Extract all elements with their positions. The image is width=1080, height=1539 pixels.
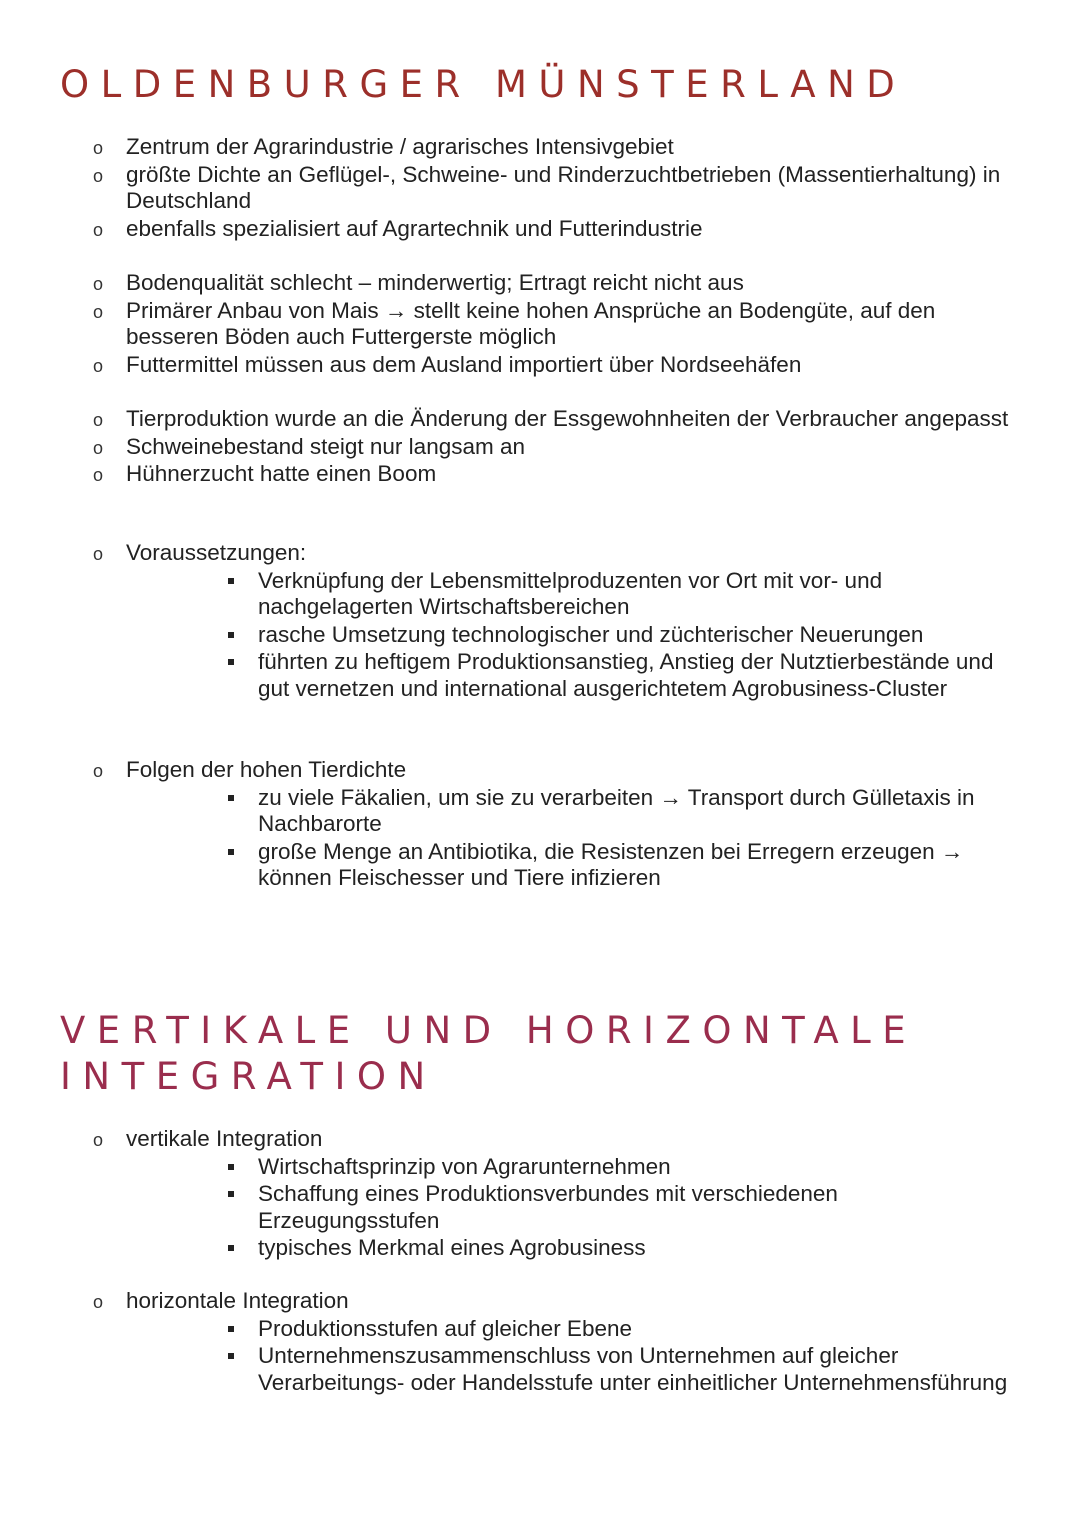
sub-list-item: führten zu heftigem Produktionsanstieg, Anstieg der Nutztierbestände und gut vernetzen und international ausgerichtetem Agrobusiness-Cluster <box>0 649 1080 702</box>
square-bullet-icon <box>228 1191 234 1197</box>
list-item: o Tierproduktion wurde an die Änderung der Essgewohnheiten der Verbraucher angepasst <box>0 406 1080 433</box>
list-item: o Folgen der hohen Tierdichte <box>0 757 1080 784</box>
square-bullet-icon <box>228 1245 234 1251</box>
square-bullet-icon <box>228 578 234 584</box>
list-item: o Futtermittel müssen aus dem Ausland importiert über Nordseehäfen <box>0 352 1080 379</box>
sub-list-item: Produktionsstufen auf gleicher Ebene <box>0 1316 1080 1343</box>
circle-bullet-icon: o <box>93 1130 104 1150</box>
list-item: o ebenfalls spezialisiert auf Agrartechnik und Futterindustrie <box>0 216 1080 243</box>
bullet-group-2 <box>0 270 1080 378</box>
section-title-oldenburger-muensterland: OLDENBURGER MÜNSTERLAND <box>60 63 907 106</box>
circle-bullet-icon: o <box>93 410 104 430</box>
sub-list-item: Unternehmenszusammenschluss von Unternehmen auf gleicher Verarbeitungs- oder Handelsstufe unter einheitlicher Unternehmensführung <box>0 1343 1080 1396</box>
list-item: o Bodenqualität schlecht – minderwertig; Ertragt reicht nicht aus <box>0 270 1080 297</box>
square-bullet-icon <box>228 849 234 855</box>
circle-bullet-icon: o <box>93 355 104 376</box>
circle-bullet-icon: o <box>93 274 104 294</box>
list-item: o Voraussetzungen: <box>0 540 1080 567</box>
list-item: o vertikale Integration <box>0 1126 1080 1153</box>
section-title-integration: VERTIKALE UND HORIZONTALE INTEGRATION <box>60 1009 918 1098</box>
list-item: o Primärer Anbau von Mais → stellt keine hohen Ansprüche an Bodengüte, auf den besseren Böden auch Futtergerste möglich <box>93 297 936 349</box>
sub-list <box>0 785 1080 892</box>
sub-list <box>0 568 1080 703</box>
sub-list-item: zu viele Fäkalien, um sie zu verarbeiten → Transport durch Gülletaxis in Nachbarorte <box>0 785 1080 838</box>
sub-list-item: typisches Merkmal eines Agrobusiness <box>0 1235 1080 1262</box>
list-item: o größte Dichte an Geflügel-, Schweine- und Rinderzuchtbetrieben (Massentierhaltung) in Deutschland <box>93 161 1001 213</box>
sub-list-item: Schaffung eines Produktionsverbundes mit verschiedenen Erzeugungsstufen <box>0 1181 1080 1234</box>
sub-list-item: Wirtschaftsprinzip von Agrarunternehmen <box>0 1154 1080 1181</box>
circle-bullet-icon: o <box>93 219 104 240</box>
square-bullet-icon <box>228 1326 234 1332</box>
bullet-group-3 <box>0 406 1080 488</box>
square-bullet-icon <box>228 1353 234 1359</box>
list-item: o Hühnerzucht hatte einen Boom <box>0 461 1080 488</box>
horizontale-integration-group <box>0 1288 1080 1396</box>
list-item: o horizontale Integration <box>0 1288 1080 1315</box>
sub-list-item: Verknüpfung der Lebensmittelproduzenten vor Ort mit vor- und nachgelagerten Wirtschaftsbereichen <box>0 568 1080 621</box>
square-bullet-icon <box>228 1164 234 1170</box>
circle-bullet-icon: o <box>93 465 104 485</box>
circle-bullet-icon: o <box>93 437 104 458</box>
sub-list <box>0 1316 1080 1397</box>
list-item: o Schweinebestand steigt nur langsam an <box>0 434 1080 461</box>
circle-bullet-icon: o <box>93 138 104 158</box>
circle-bullet-icon: o <box>93 1292 104 1312</box>
square-bullet-icon <box>228 795 234 801</box>
voraussetzungen-group <box>0 540 1080 702</box>
circle-bullet-icon: o <box>93 761 104 781</box>
vertikale-integration-group <box>0 1126 1080 1262</box>
bullet-group-1 <box>0 134 1080 242</box>
circle-bullet-icon: o <box>93 301 104 322</box>
square-bullet-icon <box>228 659 234 665</box>
sub-list-item: rasche Umsetzung technologischer und züchterischer Neuerungen <box>0 622 1080 649</box>
circle-bullet-icon: o <box>93 544 104 564</box>
list-item: o Zentrum der Agrarindustrie / agrarisches Intensivgebiet <box>0 134 1080 161</box>
sub-list <box>0 1154 1080 1262</box>
folgen-group <box>0 757 1080 892</box>
sub-list-item: große Menge an Antibiotika, die Resistenzen bei Erregern erzeugen → können Fleischesser und Tiere infizieren <box>0 839 1080 892</box>
circle-bullet-icon: o <box>93 165 104 186</box>
square-bullet-icon <box>228 632 234 638</box>
